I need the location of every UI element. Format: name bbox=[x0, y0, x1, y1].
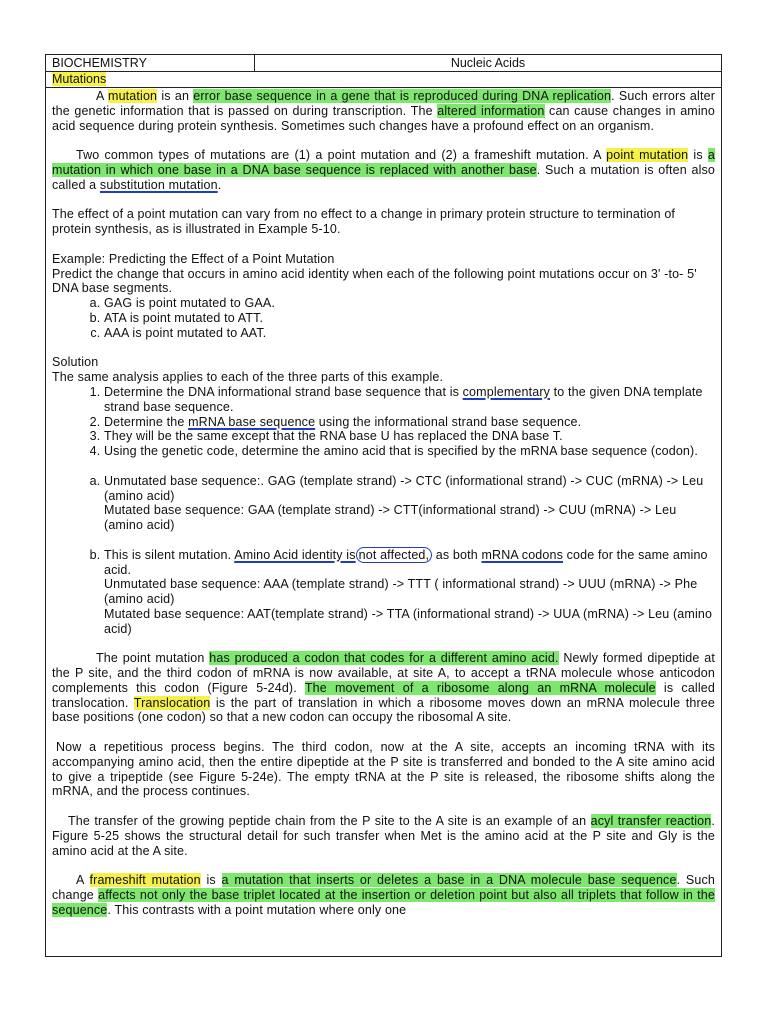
paragraph-translocation: The point mutation has produced a codon that codes for a different amino acid. Newly formed dipeptide at the P site, and the third codon of mRNA is now available, at site A, to accept a tRNA molecule whose anticodon complements this codon (Figure 5-24d). The movement of a ribosome along an mRNA molecule is called translocation. Translocation is the part of translation in which a ribosome moves down an mRNA molecule three base positions (one codon) so that a new codon can occupy the ribosomal A site. bbox=[52, 651, 715, 725]
header-row bbox=[46, 55, 721, 72]
subject-cell: BIOCHEMISTRY bbox=[46, 55, 255, 71]
solution-title: Solution bbox=[52, 355, 99, 370]
solution-steps bbox=[52, 385, 715, 459]
paragraph-mutation-types: Two common types of mutations are (1) a point mutation and (2) a frameshift mutation. A point mutation is a mutation in which one base in a DNA base sequence is replaced with another base. Such a mutation is often also called a substitution mutation. bbox=[52, 148, 716, 192]
section-row bbox=[46, 72, 721, 88]
list-item: c. AAA is point mutated to AAT. bbox=[104, 326, 715, 341]
topic-cell: Nucleic Acids bbox=[450, 56, 526, 70]
mutated-sequence-b: Mutated base sequence: AAT(template strand) -> TTA (informational strand) -> UUA (mRNA) -> Leu (amino acid) bbox=[104, 606, 713, 636]
solution-part-b bbox=[52, 548, 715, 637]
paragraph-acyl-transfer: The transfer of the growing peptide chain from the P site to the A site is an example of an acyl transfer reaction. Figure 5-25 shows the structural detail for such transfer when Met is the amino acid at the P site and Gly is the amino acid at the A site. bbox=[52, 814, 715, 858]
document-body bbox=[46, 88, 721, 918]
list-item: 4. Using the genetic code, determine the amino acid that is specified by the mRNA base sequence (codon). bbox=[104, 444, 715, 459]
list-item: 3. They will be the same except that the RNA base U has replaced the DNA base T. bbox=[104, 429, 715, 444]
list-item bbox=[104, 474, 715, 533]
paragraph-point-mutation-effect: The effect of a point mutation can vary from no effect to a change in primary protein structure to termination of protein synthesis, as is illustrated in Example 5-10. bbox=[52, 207, 676, 237]
paragraph-repetitious-process: Now a repetitious process begins. The third codon, now at the A site, accepts an incoming tRNA with its accompanying amino acid, then the entire dipeptide at the P site is transferred and bonded to the A site amino acid to give a tripeptide (see Figure 5-24e). The empty tRNA at the P site is released, the ribosome shifts along the mRNA, and the process continues. bbox=[52, 740, 715, 799]
list-item: 1. Determine the DNA informational strand base sequence that is complementary to the given DNA template strand base sequence. bbox=[104, 385, 715, 415]
example-title: Example: Predicting the Effect of a Point Mutation bbox=[52, 251, 335, 266]
example-list bbox=[52, 296, 715, 340]
document-page bbox=[45, 54, 722, 957]
mutated-sequence-a: Mutated base sequence: GAA (template strand) -> CTT(informational strand) -> CUU (mRNA) -> Leu (amino acid) bbox=[104, 503, 677, 533]
unmutated-sequence-b: Unmutated base sequence: AAA (template strand) -> TTT ( informational strand) -> UUU (mRNA) -> Phe (amino acid) bbox=[104, 577, 698, 607]
solution-part-a bbox=[52, 474, 715, 533]
example-prompt: Predict the change that occurs in amino acid identity when each of the following point mutations occur on 3' -to- 5' DNA base segments. bbox=[52, 266, 697, 296]
solution-intro: The same analysis applies to each of the three parts of this example. bbox=[52, 370, 444, 385]
paragraph-frameshift: A frameshift mutation is a mutation that inserts or deletes a base in a DNA molecule base sequence. Such change affects not only the base triplet located at the insertion or deletion point but also all triplets that follow in the sequence. This contrasts with a point mutation where only one bbox=[52, 873, 715, 917]
paragraph-mutation-definition: A mutation is an error base sequence in a gene that is reproduced during DNA replication. Such errors alter the genetic information that is passed on during transcription. The altered information can cause changes in amino acid sequence during protein synthesis. Sometimes such changes have a profound effect on an organism. bbox=[52, 89, 716, 133]
silent-mutation-note: b. This is silent mutation. Amino Acid identity is not affected, as both mRNA codons code for the same amino acid. bbox=[104, 547, 708, 577]
section-title: Mutations bbox=[52, 72, 107, 86]
list-item bbox=[104, 548, 715, 637]
list-item: a. GAG is point mutated to GAA. bbox=[104, 296, 715, 311]
unmutated-sequence-a: a. Unmutated base sequence:. GAG (template strand) -> CTC (informational strand) -> CUC (mRNA) -> Leu (amino acid) bbox=[104, 473, 704, 503]
list-item: b. ATA is point mutated to ATT. bbox=[104, 311, 715, 326]
list-item: 2. Determine the mRNA base sequence using the informational strand base sequence. bbox=[104, 415, 715, 430]
